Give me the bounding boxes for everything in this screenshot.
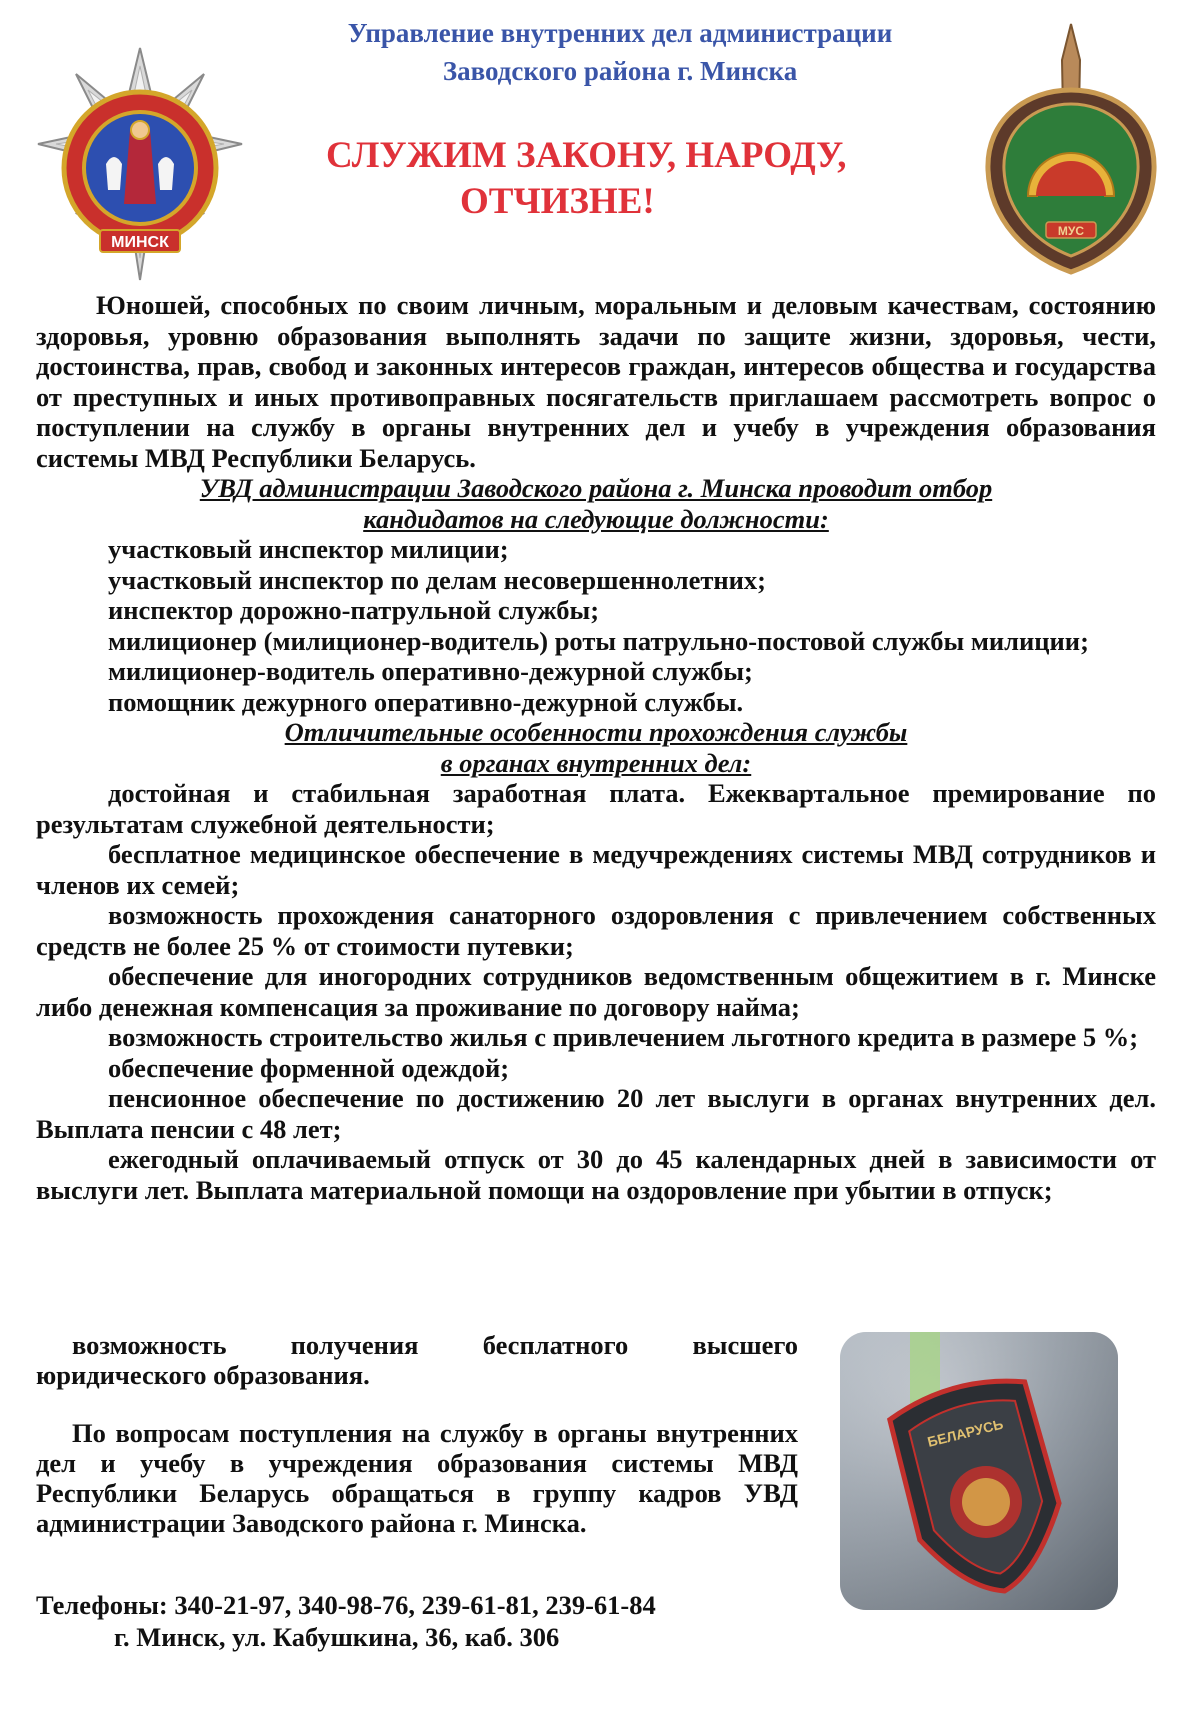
position-item: милиционер-водитель оперативно-дежурной службы; (108, 656, 753, 686)
phone-numbers: Телефоны: 340-21-97, 340-98-76, 239-61-81, 239-61-84 (36, 1590, 656, 1620)
benefit-item: возможность строительство жилья с привлечением льготного кредита в размере 5 %; (108, 1022, 1139, 1052)
patch-label: БЕЛАРУСЬ (925, 1415, 1005, 1450)
position-item: милиционер (милиционер-водитель) роты патрульно-постовой службы милиции; (108, 625, 1089, 656)
benefit-item: достойная и стабильная заработная плата. Ежеквартальное премирование по результатам служебной деятельности; (36, 778, 1156, 839)
slogan-line2: ОТЧИЗНЕ! (460, 181, 655, 222)
header-org-line1: Управление внутренних дел администрации (347, 18, 893, 48)
benefit-item: обеспечение форменной одеждой; (108, 1052, 510, 1083)
benefit-item: пенсионное обеспечение по достижению 20 лет выслуги в органах внутренних дел. Выплата пенсии с 48 лет; (36, 1083, 1156, 1144)
emblem-label: МИНСК (111, 234, 169, 251)
position-item: участковый инспектор по делам несовершеннолетних; (108, 564, 766, 595)
section2-title-line2: в органах внутренних дел: (440, 747, 752, 778)
section2-title-line1: Отличительные особенности прохождения службы (284, 717, 908, 747)
intro-paragraph: Юношей, способных по своим личным, моральным и деловым качествам, состоянию здоровья, уровню образования выполнять задачи по защите жизни, здоровья, чести, достоинства, прав, свобод и законных интересов граждан, интересов общества и государства от преступных и иных противоправных посягательств приглашаем рассмотреть вопрос о поступлении на службу в органы внутренних дел и учебу в учреждения образования системы МВД Республики Беларусь. (36, 290, 1156, 473)
section1-title-line2: кандидатов на следующие должности: (363, 503, 829, 534)
benefit-item: возможность прохождения санаторного оздоровления с привлечением собственных средств не более 25 % от стоимости путевки; (36, 900, 1156, 961)
slogan-line1: СЛУЖИМ ЗАКОНУ, НАРОДУ, (326, 135, 847, 176)
benefit-item: возможность получения бесплатного высшего юридического образования. (36, 1330, 798, 1390)
mvd-shield-emblem-icon (976, 20, 1166, 282)
section1-title-line1: УВД администрации Заводского района г. Минска проводит отбор (199, 473, 993, 503)
minsk-police-emblem-icon (34, 44, 246, 284)
address: г. Минск, ул. Кабушкина, 36, каб. 306 (114, 1622, 560, 1652)
position-item: участковый инспектор милиции; (108, 534, 509, 564)
benefit-item: бесплатное медицинское обеспечение в медучреждениях системы МВД сотрудников и членов их семей; (36, 839, 1156, 900)
shield-label: МУС (1057, 224, 1085, 238)
main-text (36, 290, 1156, 1205)
benefit-item: обеспечение для иногородних сотрудников ведомственным общежитием в г. Минске либо денежная компенсация за проживание по договору найма; (36, 961, 1156, 1022)
position-item: инспектор дорожно-патрульной службы; (108, 595, 600, 625)
contact-paragraph: По вопросам поступления на службу в органы внутренних дел и учебу в учреждения образования системы МВД Республики Беларусь обращаться в группу кадров УВД администрации Заводского района г. Минска. (36, 1418, 798, 1538)
header-org-line2: Заводского района г. Минска (442, 56, 798, 86)
benefit-item: ежегодный оплачиваемый отпуск от 30 до 45 календарных дней в зависимости от выслуги лет. Выплата материальной помощи на оздоровление при убытии в отпуск; (36, 1144, 1156, 1205)
uniform-patch-photo (840, 1332, 1118, 1610)
position-item: помощник дежурного оперативно-дежурной службы. (108, 686, 744, 717)
